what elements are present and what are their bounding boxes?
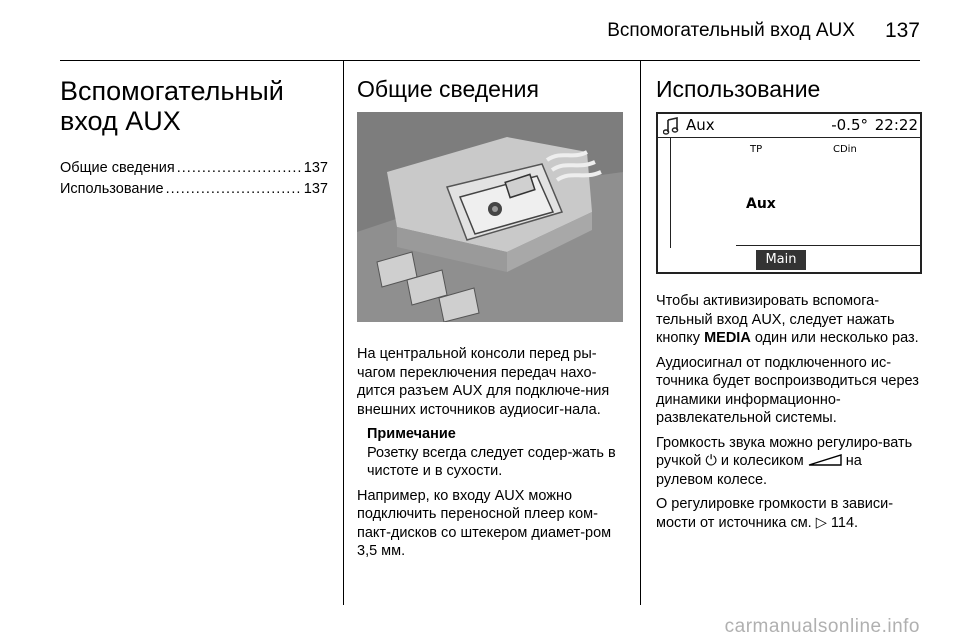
page-number: 137 — [884, 19, 920, 42]
running-head-title: Вспомогательный вход AUX — [607, 20, 855, 41]
column-toc — [60, 76, 328, 200]
note-title: Примечание — [367, 426, 456, 442]
display-divider — [736, 245, 920, 246]
display-center-source: Aux — [746, 196, 776, 212]
display-tp-label: TP — [750, 144, 763, 155]
display-clock: 22:22 — [874, 116, 918, 134]
usage-paragraph-4: О регулировке громкости в зависи-мости от источника см. ▷ 114. — [656, 496, 894, 531]
display-cdin-label: CDin — [833, 144, 857, 155]
section-heading-usage: Использование — [656, 76, 821, 102]
toc-entry-label: Использование — [60, 181, 164, 197]
usage-paragraph-1: Чтобы активизировать вспомога-тельный вход AUX, следует нажать кнопку MEDIA один или несколько раз. — [656, 293, 919, 346]
note-box — [367, 425, 623, 481]
column-usage — [656, 76, 922, 538]
chapter-title: Вспомогательный вход AUX — [60, 76, 284, 136]
display-temperature: -0.5° — [831, 116, 868, 134]
usage-paragraph-2: Аудиосигнал от подключенного ис-точника будет воспроизводиться через динамики информационно-развлекательной системы. — [656, 354, 919, 426]
toc-leader-dots — [166, 179, 302, 200]
column-divider — [343, 60, 344, 605]
note-text: Розетку всегда следует содер-жать в чистоте и в сухости. — [367, 444, 616, 479]
volume-wheel-icon — [808, 454, 842, 466]
toc-entry-usage[interactable] — [60, 179, 328, 200]
music-note-icon — [663, 117, 679, 135]
section-heading-general: Общие сведения — [357, 76, 539, 102]
toc-leader-dots — [177, 158, 302, 179]
power-knob-icon: ⏻ — [705, 453, 717, 469]
toc-entry-general[interactable] — [60, 158, 328, 179]
toc-entry-label: Общие сведения — [60, 160, 175, 176]
watermark: carmanualsonline.info — [724, 616, 920, 637]
aux-socket-photo — [357, 112, 623, 322]
column-general — [357, 76, 623, 567]
display-status-bar — [658, 114, 920, 138]
toc-entry-page: 137 — [303, 160, 328, 176]
infotainment-display — [656, 112, 922, 274]
toc-entry-page: 137 — [303, 181, 328, 197]
display-source: Aux — [686, 116, 715, 134]
display-divider — [670, 138, 671, 248]
header-rule — [60, 60, 920, 61]
page-reference-arrow-icon[interactable]: ▷ — [815, 514, 827, 531]
running-head — [60, 14, 920, 48]
general-paragraph-1: На центральной консоли перед ры-чагом переключения передач нахо-дится разъем AUX для подключе-ния внешних источников аудиосиг-нала. — [357, 346, 610, 418]
display-main-button[interactable]: Main — [756, 250, 806, 270]
media-button-label: MEDIA — [704, 330, 751, 346]
column-divider — [640, 60, 641, 605]
general-paragraph-2: Например, ко входу AUX можно подключить переносной плеер ком-пакт-дисков со штекером диамет-ром 3,5 мм. — [357, 487, 612, 559]
usage-paragraph-3: Громкость звука можно регулиро-вать ручкой ⏻ и колесиком на рулевом колесе. — [656, 434, 913, 488]
